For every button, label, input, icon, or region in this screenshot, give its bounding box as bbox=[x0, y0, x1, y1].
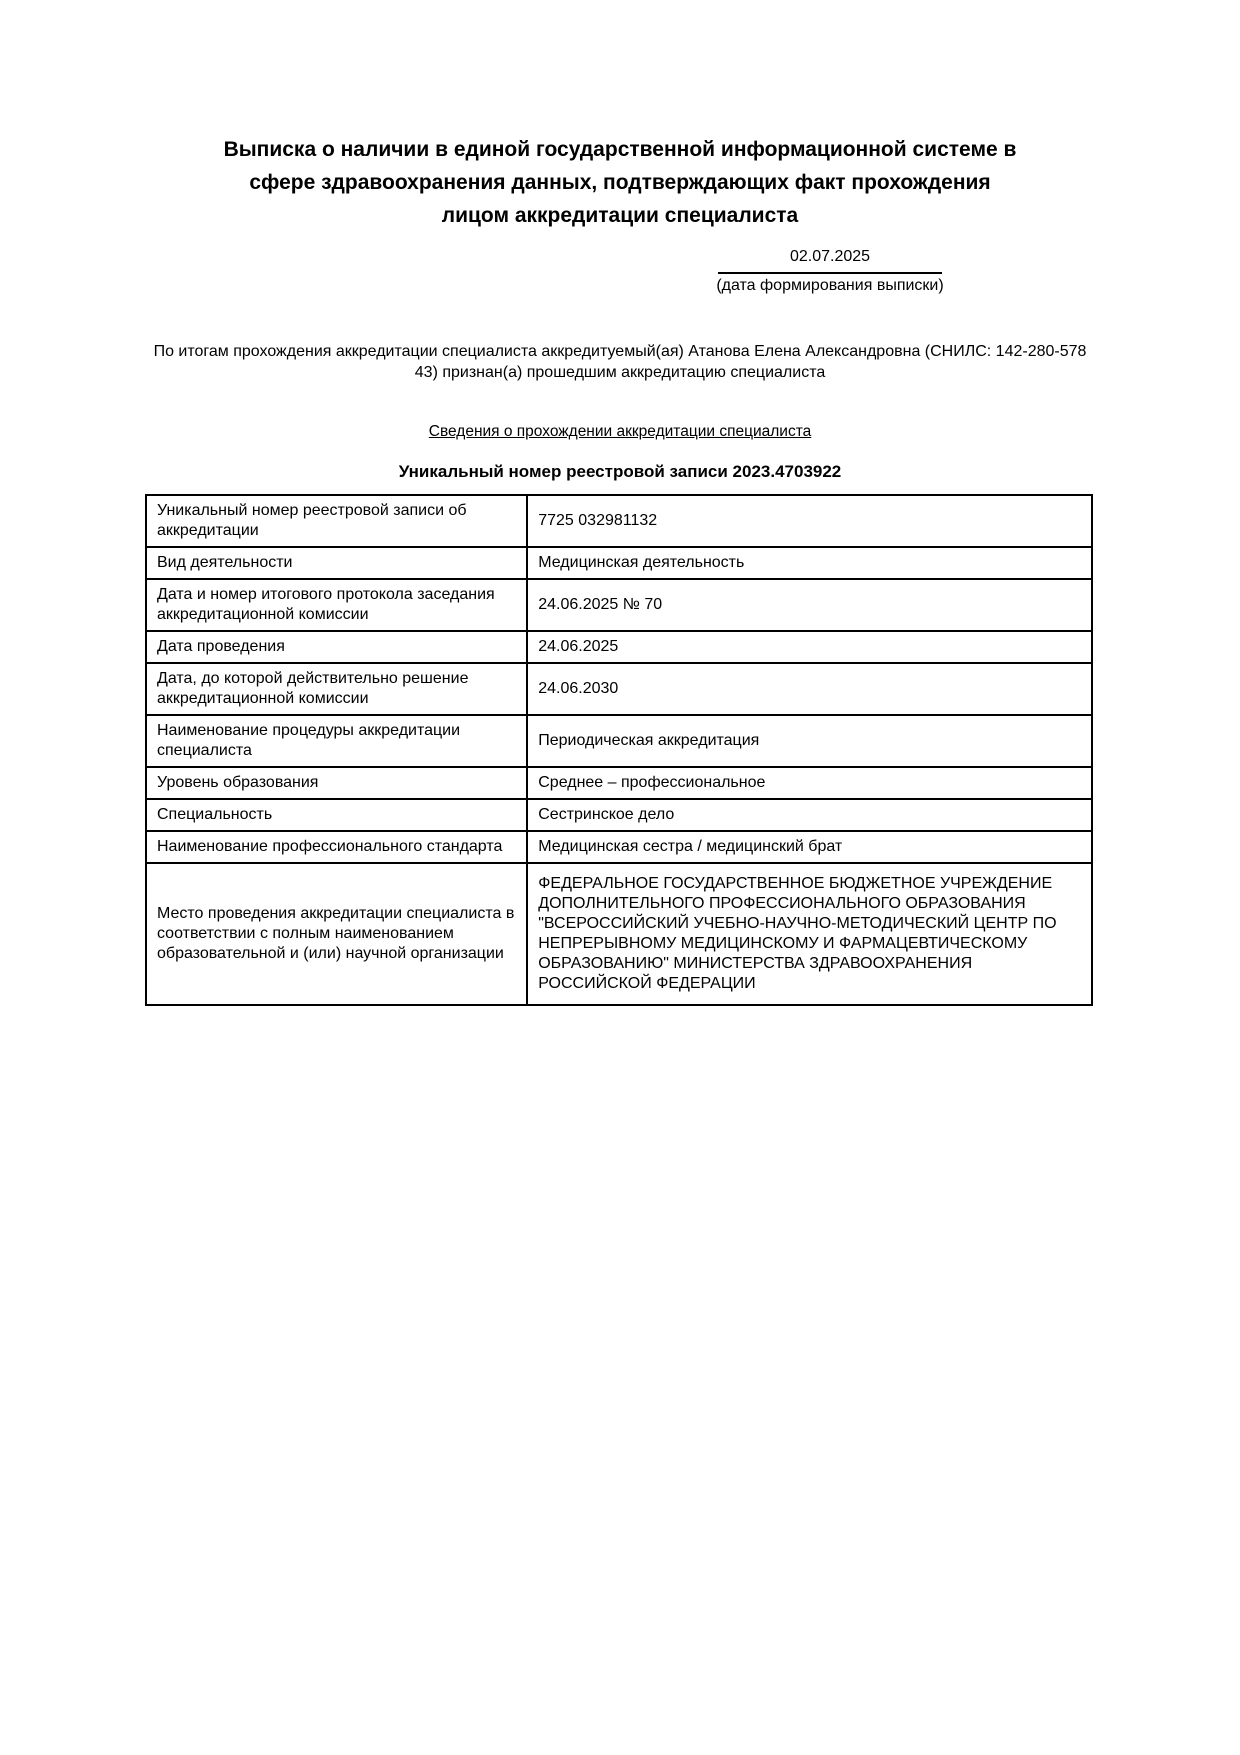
row-value: 24.06.2025 bbox=[527, 631, 1092, 663]
table-row bbox=[146, 579, 1092, 631]
row-label: Место проведения аккредитации специалиста в соответствии с полным наименованием образовательной и (или) научной организации bbox=[146, 863, 527, 1005]
row-label: Дата и номер итогового протокола заседания аккредитационной комиссии bbox=[146, 579, 527, 631]
row-label: Наименование профессионального стандарта bbox=[146, 831, 527, 863]
row-label: Уникальный номер реестровой записи об аккредитации bbox=[146, 495, 527, 547]
row-value: 24.06.2030 bbox=[527, 663, 1092, 715]
row-value: Медицинская деятельность bbox=[527, 547, 1092, 579]
row-label: Наименование процедуры аккредитации специалиста bbox=[146, 715, 527, 767]
registry-heading: Уникальный номер реестровой записи 2023.4703922 bbox=[398, 462, 842, 481]
table-row bbox=[146, 495, 1092, 547]
row-label: Уровень образования bbox=[146, 767, 527, 799]
row-label: Специальность bbox=[146, 799, 527, 831]
extract-date-caption: (дата формирования выписки) bbox=[716, 277, 944, 294]
section-heading: Сведения о прохождении аккредитации специалиста bbox=[428, 423, 812, 440]
accreditation-table bbox=[145, 494, 1093, 1006]
table-row bbox=[146, 631, 1092, 663]
table-row bbox=[146, 863, 1092, 1005]
table-row bbox=[146, 799, 1092, 831]
table-row bbox=[146, 831, 1092, 863]
row-label: Дата проведения bbox=[146, 631, 527, 663]
table-row bbox=[146, 547, 1092, 579]
row-label: Дата, до которой действительно решение аккредитационной комиссии bbox=[146, 663, 527, 715]
page-title bbox=[0, 133, 1240, 232]
row-value: 24.06.2025 № 70 bbox=[527, 579, 1092, 631]
row-value: Медицинская сестра / медицинский брат bbox=[527, 831, 1092, 863]
page-title-text: Выписка о наличии в единой государственной информационной системе в сфере здравоохранения данных, подтверждающих факт прохождения лицом аккредитации специалиста bbox=[223, 138, 1017, 227]
table-row bbox=[146, 767, 1092, 799]
date-block bbox=[714, 247, 946, 296]
row-value: Периодическая аккредитация bbox=[527, 715, 1092, 767]
row-label: Вид деятельности bbox=[146, 547, 527, 579]
table-row bbox=[146, 715, 1092, 767]
row-value: Среднее – профессиональное bbox=[527, 767, 1092, 799]
table-row bbox=[146, 663, 1092, 715]
extract-date: 02.07.2025 bbox=[718, 247, 942, 274]
row-value: 7725 032981132 bbox=[527, 495, 1092, 547]
row-value: Сестринское дело bbox=[527, 799, 1092, 831]
row-value: ФЕДЕРАЛЬНОЕ ГОСУДАРСТВЕННОЕ БЮДЖЕТНОЕ УЧРЕЖДЕНИЕ ДОПОЛНИТЕЛЬНОГО ПРОФЕССИОНАЛЬНОГО ОБРАЗОВАНИЯ "ВСЕРОССИЙСКИЙ УЧЕБНО-НАУЧНО-МЕТОДИЧЕСКИЙ ЦЕНТР ПО НЕПРЕРЫВНОМУ МЕДИЦИНСКОМУ И ФАРМАЦЕВТИЧЕСКОМУ ОБРАЗОВАНИЮ" МИНИСТЕРСТВА ЗДРАВООХРАНЕНИЯ РОССИЙСКОЙ ФЕДЕРАЦИИ bbox=[527, 863, 1092, 1005]
intro-paragraph: По итогам прохождения аккредитации специалиста аккредитуемый(ая) Атанова Елена Александровна (СНИЛС: 142-280-578 43) признан(а) прошедшим аккредитацию специалиста bbox=[153, 343, 1087, 381]
